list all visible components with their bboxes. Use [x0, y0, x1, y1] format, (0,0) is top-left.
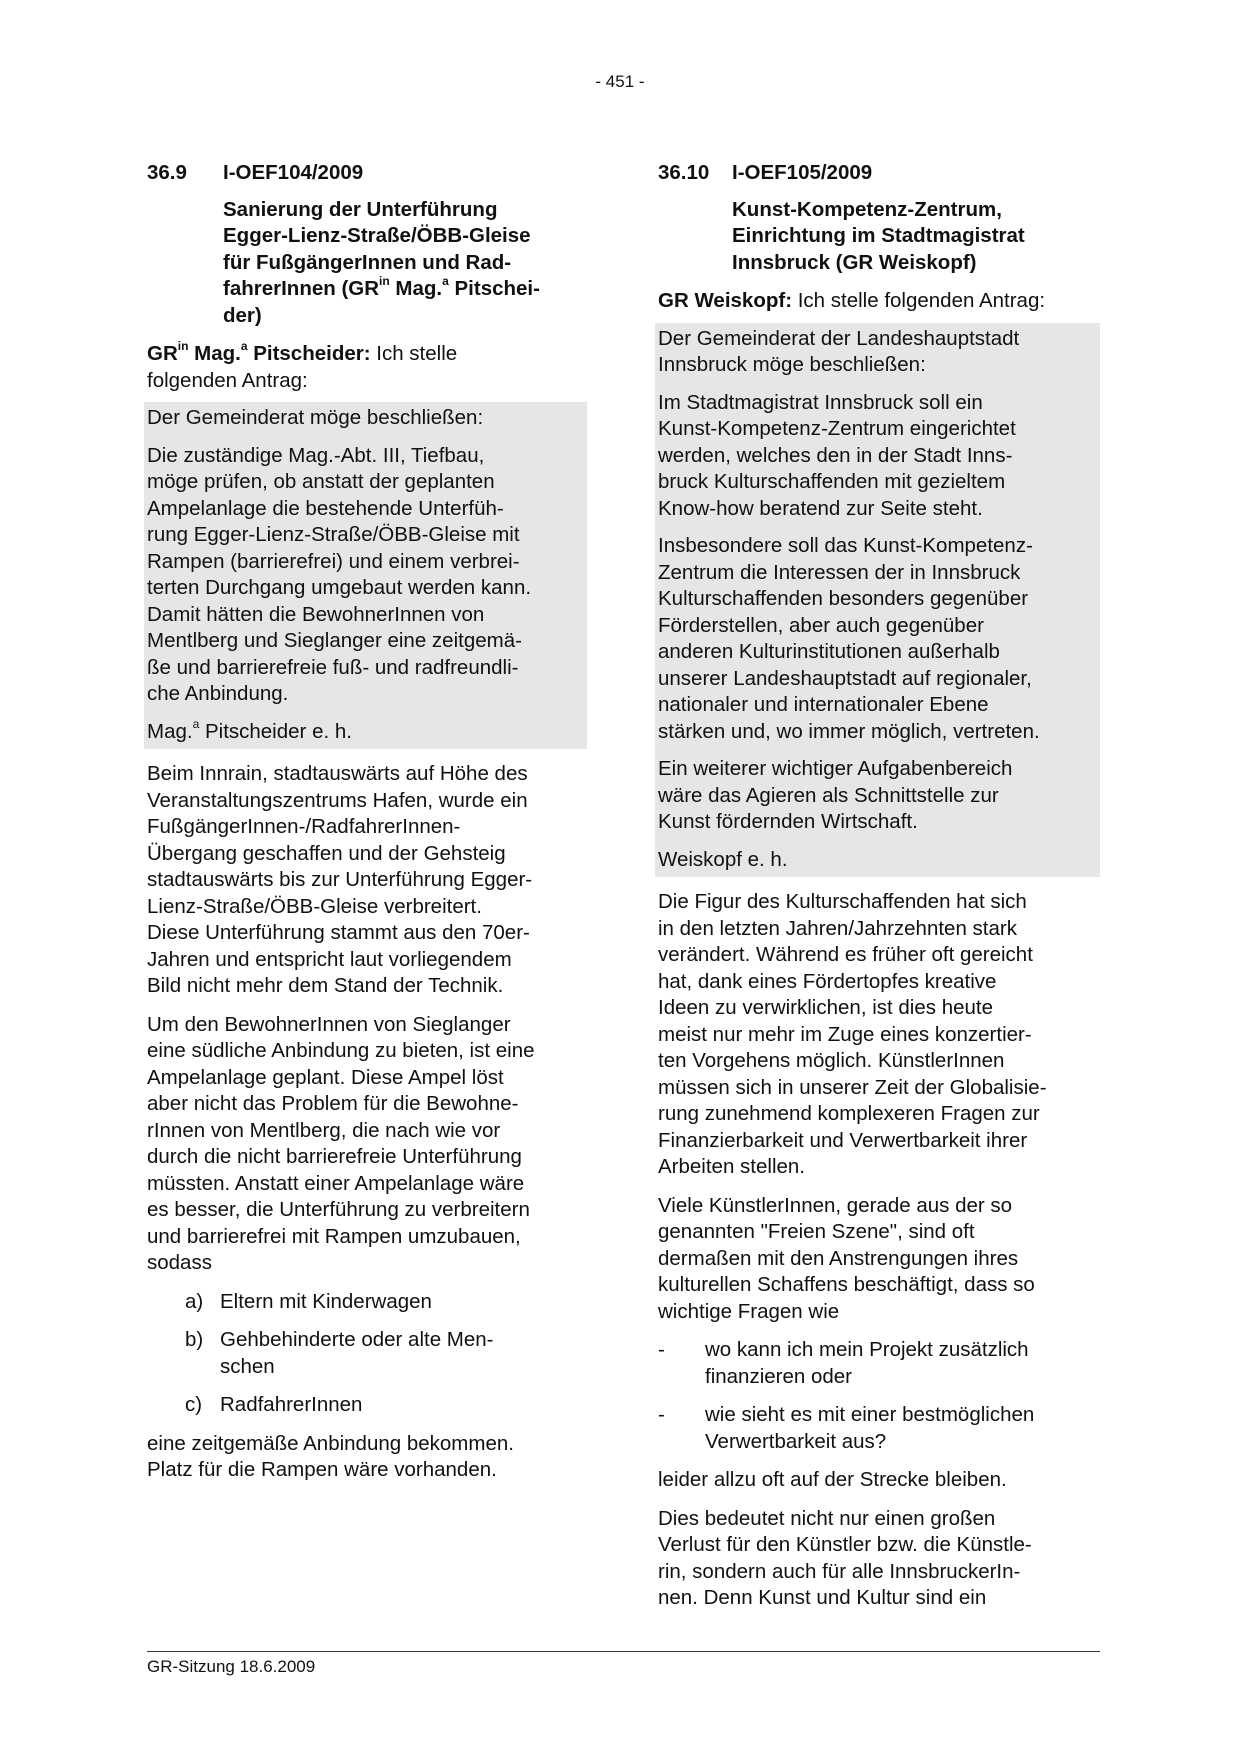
motion-text [658, 756, 1097, 836]
left-column [147, 160, 587, 1484]
title-part: fahrerInnen (GR [223, 277, 380, 300]
text-line: verändert. Während es früher oft gereicht [658, 943, 1033, 966]
text-line: durch die nicht barrierefreie Unterführung [147, 1145, 522, 1168]
motion-line: Förderstellen, aber auch gegenüber [658, 613, 984, 637]
title-line: Kunst-Kompetenz-Zentrum, [732, 197, 1002, 221]
agenda-number: 36.9 [147, 161, 187, 184]
motion-line: Der Gemeinderat der Landeshauptstadt [658, 326, 1020, 350]
mover-sup: a [240, 339, 248, 354]
mover-line: folgenden Antrag: [147, 368, 308, 392]
text-line: Bild nicht mehr dem Stand der Technik. [147, 974, 504, 997]
title-sup: in [379, 274, 390, 289]
paragraph [147, 1012, 587, 1277]
motion-intro [658, 326, 1097, 379]
text-line: wo kann ich mein Projekt zusätzlich [705, 1338, 1029, 1361]
agenda-title [658, 197, 1100, 277]
text-line: eine südliche Anbindung zu bieten, ist eine [147, 1039, 535, 1062]
motion-line: Im Stadtmagistrat Innsbruck soll ein [658, 390, 983, 414]
paragraph [658, 889, 1100, 1181]
text-line: rin, sondern auch für alle InnsbruckerIn- [658, 1559, 1021, 1583]
motion-line: ße und barrierefreie fuß- und radfreundli- [147, 655, 519, 679]
motion-text [658, 390, 1097, 523]
paragraph [147, 761, 587, 1000]
motion-mover [147, 341, 587, 394]
agenda-reference: I-OEF104/2009 [223, 161, 364, 184]
mover-name: GR Weiskopf: [658, 289, 793, 312]
text-line: Übergang geschaffen und der Gehsteig [147, 841, 506, 865]
title-line: Einrichtung im Stadtmagistrat [732, 224, 1025, 247]
list-item [147, 1327, 587, 1380]
list-marker: - [658, 1338, 665, 1361]
text-line: eine zeitgemäße Anbindung bekommen. [147, 1431, 514, 1455]
text-line: FußgängerInnen-/RadfahrerInnen- [147, 815, 461, 838]
text-line: Eltern mit Kinderwagen [220, 1289, 432, 1313]
text-line: Diese Unterführung stammt aus den 70er- [147, 921, 530, 944]
motion-line: terten Durchgang umgebaut werden kann. [147, 576, 532, 599]
motion-line: Know-how beratend zur Seite steht. [658, 496, 983, 520]
signature-part: Pitscheider e. h. [199, 719, 352, 743]
motion-line: stärken und, wo immer möglich, vertreten. [658, 719, 1040, 743]
motion-line: Zentrum die Interessen der in Innsbruck [658, 560, 1021, 584]
motion-intro: Der Gemeinderat möge beschließen: [147, 406, 484, 429]
mover-line [147, 341, 587, 368]
title-sup: a [442, 274, 449, 289]
text-line: stadtauswärts bis zur Unterführung Egger- [147, 868, 533, 891]
title-line: Sanierung der Unterführung [223, 197, 498, 221]
text-line: müssen sich in unserer Zeit der Globalisie- [658, 1075, 1047, 1099]
text-line: Ampelanlage geplant. Diese Ampel löst [147, 1065, 504, 1089]
mover-sup: in [177, 339, 189, 354]
list-text [220, 1289, 587, 1316]
mover-mag: Mag. [188, 342, 241, 365]
footer-text: GR-Sitzung 18.6.2009 [147, 1657, 316, 1676]
text-line: Verwertbarkeit aus? [705, 1429, 887, 1453]
motion-text [147, 443, 584, 708]
page-number: - 451 - [595, 72, 645, 91]
text-line: Arbeiten stellen. [658, 1155, 806, 1178]
text-line: Verlust für den Künstler bzw. die Künstle- [658, 1533, 1032, 1556]
text-line: Ideen zu verwirklichen, ist dies heute [658, 996, 994, 1019]
paragraph [658, 1193, 1100, 1326]
list-text [220, 1327, 587, 1380]
motion-line: werden, welches den in der Stadt Inns- [658, 443, 1013, 467]
list-item [147, 1392, 587, 1419]
text-line: Platz für die Rampen wäre vorhanden. [147, 1458, 497, 1481]
text-line: Veranstaltungszentrums Hafen, wurde ein [147, 788, 528, 812]
mover-name: Pitscheider: [247, 342, 371, 365]
list-text [220, 1392, 587, 1419]
text-line: sodass [147, 1251, 212, 1274]
motion-text [658, 533, 1097, 745]
text-line: ten Vorgehens möglich. KünstlerInnen [658, 1049, 1005, 1072]
paragraph [658, 1506, 1100, 1612]
motion-line: bruck Kulturschaffenden mit gezieltem [658, 470, 1006, 493]
title-part: Pitschei- [448, 277, 540, 300]
motion-line: Ein weiterer wichtiger Aufgabenbereich [658, 757, 1013, 780]
title-part: Mag. [389, 277, 443, 300]
motion-signature [147, 716, 584, 746]
list-item [658, 1402, 1100, 1455]
text-line: Beim Innrain, stadtauswärts auf Höhe des [147, 762, 528, 785]
mover-gr: GR [147, 342, 178, 365]
signature-sup: a [192, 716, 200, 731]
agenda-title [147, 197, 587, 330]
motion-box [655, 323, 1100, 878]
text-line: Gehbehinderte oder alte Men- [220, 1328, 494, 1351]
motion-line: Kulturschaffenden besonders gegenüber [658, 587, 1029, 610]
title-line: der) [223, 303, 262, 327]
text-line: wichtige Fragen wie [658, 1299, 840, 1323]
text-line: meist nur mehr im Zuge eines konzertier- [658, 1022, 1032, 1046]
list-text [705, 1337, 1029, 1390]
title-line: Innsbruck (GR Weiskopf) [732, 250, 977, 274]
text-line: RadfahrerInnen [220, 1393, 363, 1416]
text-line: Dies bedeutet nicht nur einen großen [658, 1506, 996, 1530]
list-marker: b) [185, 1328, 204, 1351]
text-line: in den letzten Jahren/Jahrzehnten stark [658, 916, 1017, 940]
list-item [658, 1337, 1100, 1390]
text-line: dermaßen mit den Anstrengungen ihres [658, 1246, 1019, 1270]
mover-rest: Ich stelle [370, 342, 458, 365]
motion-line: möge prüfen, ob anstatt der geplanten [147, 470, 495, 493]
motion-line: unserer Landeshauptstadt auf regionaler, [658, 666, 1032, 690]
agenda-reference: I-OEF105/2009 [732, 161, 873, 184]
motion-mover [658, 288, 1100, 315]
text-line: Lienz-Straße/ÖBB-Gleise verbreitert. [147, 894, 482, 918]
text-line: und barrierefrei mit Rampen umzubauen, [147, 1224, 521, 1248]
text-line: genannten "Freien Szene", sind oft [658, 1220, 975, 1243]
agenda-number: 36.10 [658, 161, 710, 184]
motion-line: Innsbruck möge beschließen: [658, 353, 926, 376]
text-line: Viele KünstlerInnen, gerade aus der so [658, 1193, 1013, 1217]
text-line: Um den BewohnerInnen von Sieglanger [147, 1012, 511, 1036]
list-text [705, 1402, 1034, 1455]
text-line: aber nicht das Problem für die Bewohne- [147, 1092, 519, 1115]
footer-divider [147, 1651, 1100, 1652]
text-line: Die Figur des Kulturschaffenden hat sich [658, 890, 1027, 913]
motion-line: anderen Kulturinstitutionen außerhalb [658, 640, 1000, 663]
agenda-heading [658, 160, 1100, 187]
mover-rest: Ich stelle folgenden Antrag: [792, 289, 1046, 312]
text-line: müssten. Anstatt einer Ampelanlage wäre [147, 1171, 525, 1195]
motion-line: Rampen (barrierefrei) und einem verbrei- [147, 549, 520, 573]
text-line: finanzieren oder [705, 1364, 853, 1388]
motion-line: che Anbindung. [147, 682, 289, 705]
motion-line: nationaler und internationaler Ebene [658, 693, 989, 716]
motion-line: Mentlberg und Sieglanger eine zeitgemä- [147, 629, 522, 652]
motion-line: Kunst fördernden Wirtschaft. [658, 810, 918, 833]
signature-part: Mag. [147, 719, 193, 743]
motion-line: wäre das Agieren als Schnittstelle zur [658, 783, 999, 807]
motion-line: rung Egger-Lienz-Straße/ÖBB-Gleise mit [147, 523, 520, 546]
title-line: Egger-Lienz-Straße/ÖBB-Gleise [223, 224, 531, 247]
title-line: für FußgängerInnen und Rad- [223, 250, 512, 274]
paragraph: leider allzu oft auf der Strecke bleiben. [658, 1468, 1007, 1491]
text-line: nen. Denn Kunst und Kultur sind ein [658, 1586, 987, 1609]
text-line: hat, dank eines Fördertopfes kreative [658, 969, 997, 993]
list-item [147, 1289, 587, 1316]
text-line: kulturellen Schaffens beschäftigt, dass so [658, 1273, 1035, 1296]
list-marker: c) [185, 1393, 203, 1416]
paragraph [147, 1431, 587, 1484]
text-line: Jahren und entspricht laut vorliegendem [147, 947, 512, 971]
list-marker: a) [185, 1289, 204, 1313]
text-line: wie sieht es mit einer bestmöglichen [705, 1403, 1035, 1426]
motion-line: Insbesondere soll das Kunst-Kompetenz- [658, 534, 1033, 557]
motion-line: Die zuständige Mag.-Abt. III, Tiefbau, [147, 443, 485, 467]
title-line [223, 276, 587, 303]
text-line: schen [220, 1354, 275, 1378]
text-line: rInnen von Mentlberg, die nach wie vor [147, 1118, 501, 1142]
list-marker: - [658, 1403, 665, 1426]
motion-line: Ampelanlage die bestehende Unterfüh- [147, 496, 504, 520]
text-line: rung zunehmend komplexeren Fragen zur [658, 1102, 1040, 1125]
motion-line: Damit hätten die BewohnerInnen von [147, 602, 485, 626]
text-line: es besser, die Unterführung zu verbreitern [147, 1198, 530, 1221]
motion-line: Kunst-Kompetenz-Zentrum eingerichtet [658, 417, 1016, 440]
right-column [658, 160, 1100, 1612]
agenda-heading [147, 160, 587, 187]
text-line: Finanzierbarkeit und Verwertbarkeit ihrer [658, 1128, 1028, 1152]
motion-box [144, 402, 587, 749]
motion-signature: Weiskopf e. h. [658, 847, 788, 871]
